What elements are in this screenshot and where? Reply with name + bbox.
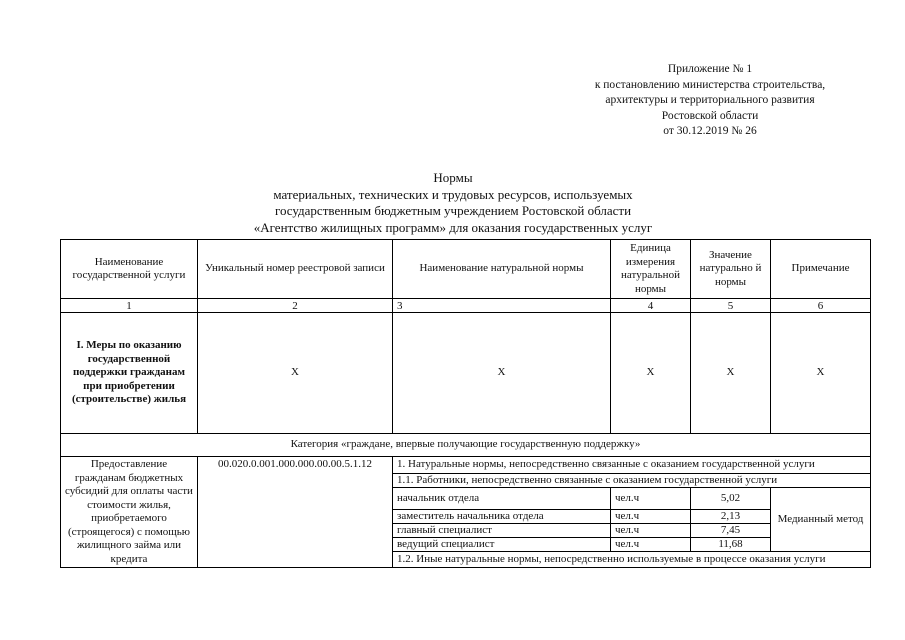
header-cell: Наименование натуральной нормы	[393, 240, 611, 299]
approval-line: архитектуры и территориального развития	[605, 94, 815, 106]
approval-line: Приложение № 1	[667, 63, 753, 75]
norm-name: главный специалист	[393, 523, 611, 537]
norm-unit: чел.ч	[611, 487, 691, 509]
approval-line: Ростовской области	[661, 109, 759, 122]
approval-line: от 30.12.2019 № 26	[663, 125, 757, 137]
norm-name: ведущий специалист	[393, 537, 611, 551]
norm-value: 11,68	[691, 537, 771, 551]
norm-name: заместитель начальника отдела	[393, 509, 611, 523]
title-line: Нормы	[433, 170, 473, 185]
norm-unit: чел.ч	[611, 509, 691, 523]
norm-value: 2,13	[691, 509, 771, 523]
column-number-row	[61, 299, 871, 313]
header-cell: Примечание	[771, 240, 871, 299]
norm-note: Медианный метод	[771, 487, 871, 551]
column-number: 5	[691, 299, 771, 313]
section-x-mark: X	[771, 313, 871, 434]
section-x-mark: X	[393, 313, 611, 434]
header-cell: Наименование государственной услуги	[61, 240, 198, 299]
header-cell: Единица измерения натуральной нормы	[611, 240, 691, 299]
norms-table	[60, 239, 871, 568]
registry-number: 00.020.0.001.000.000.00.00.5.1.12	[198, 457, 393, 568]
section-x-mark: X	[198, 313, 393, 434]
title-line: материальных, технических и трудовых ресурсов, используемых	[273, 186, 633, 202]
title-line: государственным бюджетным учреждением Ростовской области	[274, 203, 632, 218]
group-1-label: 1. Натуральные нормы, непосредственно связанные с оказанием государственной услуги	[393, 457, 871, 474]
document-title	[150, 170, 756, 236]
norm-unit: чел.ч	[611, 537, 691, 551]
section-x-mark: X	[691, 313, 771, 434]
header-cell: Значение натурально й нормы	[691, 240, 771, 299]
column-number: 3	[393, 299, 611, 313]
column-number: 2	[198, 299, 393, 313]
title-line: «Агентство жилищных программ» для оказания государственных услуг	[253, 219, 653, 235]
section-row	[61, 313, 871, 434]
header-row	[61, 240, 871, 299]
norm-name: начальник отдела	[393, 487, 611, 509]
header-cell: Уникальный номер реестровой записи	[198, 240, 393, 299]
section-title: I. Меры по оказанию государственной поддержки гражданам при приобретении (строительстве) жилья	[61, 313, 198, 434]
category-row	[61, 434, 871, 457]
category-label: Категория «граждане, впервые получающие государственную поддержку»	[61, 434, 871, 457]
norm-unit: чел.ч	[611, 523, 691, 537]
group-1-2-label: 1.2. Иные натуральные нормы, непосредственно используемые в процессе оказания услуги	[393, 551, 871, 568]
column-number: 4	[611, 299, 691, 313]
approval-block	[560, 62, 860, 140]
column-number: 6	[771, 299, 871, 313]
approval-line: к постановлению министерства строительства,	[594, 78, 826, 91]
group-1-1-label: 1.1. Работники, непосредственно связанные с оказанием государственной услуги	[393, 473, 871, 487]
norm-value: 7,45	[691, 523, 771, 537]
service-name: Предоставление гражданам бюджетных субсидий для оплаты части стоимости жилья, приобретаемого (строящегося) с помощью жилищного займа или кредита	[61, 457, 198, 568]
norm-value: 5,02	[691, 487, 771, 509]
group-row	[61, 457, 871, 474]
section-x-mark: X	[611, 313, 691, 434]
column-number: 1	[61, 299, 198, 313]
